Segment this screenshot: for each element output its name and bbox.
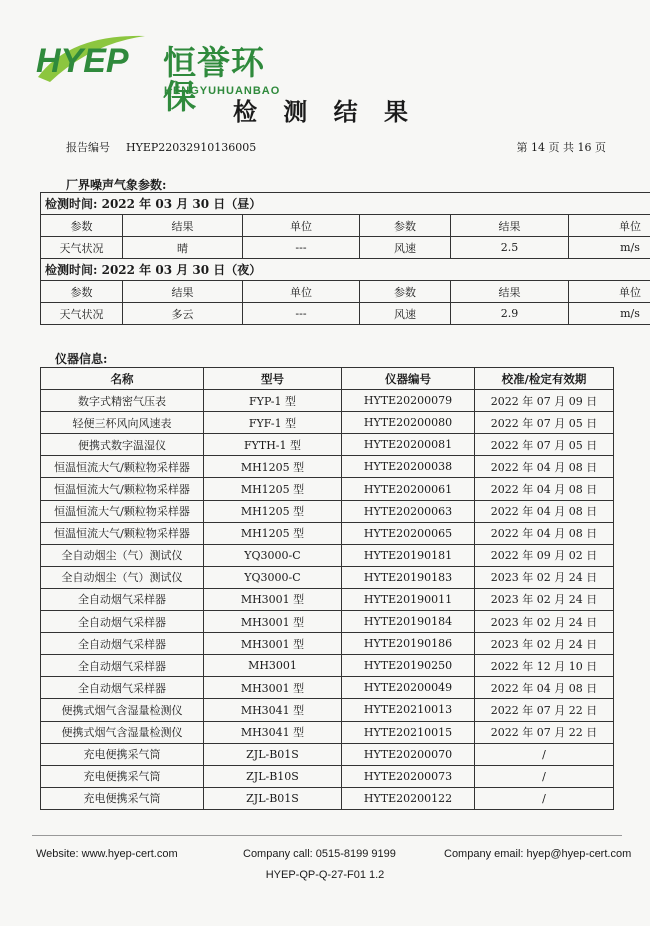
instrument-cell: 便携式烟气含湿量检测仪 bbox=[41, 699, 204, 721]
instrument-row bbox=[41, 787, 614, 809]
instrument-cell: HYTE20200070 bbox=[342, 743, 475, 765]
instrument-cell: 全自动烟气采样器 bbox=[41, 588, 204, 610]
weather-header-cell: 单位 bbox=[243, 281, 360, 303]
instrument-cell: MH3001 bbox=[204, 655, 342, 677]
logo-chinese-name: 恒誉环保 bbox=[163, 43, 265, 116]
instrument-cell: 2022 年 04 月 08 日 bbox=[475, 456, 614, 478]
instrument-cell: MH1205 型 bbox=[204, 500, 342, 522]
logo-english-name: HENGYUHUANBAO bbox=[164, 85, 281, 97]
instrument-row bbox=[41, 544, 614, 566]
instrument-cell: 2023 年 02 月 24 日 bbox=[475, 588, 614, 610]
report-number-line bbox=[66, 139, 272, 155]
instrument-cell: HYTE20200122 bbox=[342, 787, 475, 809]
instrument-cell: HYTE20200081 bbox=[342, 434, 475, 456]
instrument-cell: / bbox=[475, 743, 614, 765]
instrument-cell: ZJL-B01S bbox=[204, 787, 342, 809]
instrument-cell: MH1205 型 bbox=[204, 522, 342, 544]
instrument-cell: 2022 年 07 月 05 日 bbox=[475, 434, 614, 456]
weather-header-cell: 参数 bbox=[41, 215, 123, 237]
instrument-cell: 2022 年 07 月 22 日 bbox=[475, 699, 614, 721]
instrument-cell: HYTE20200080 bbox=[342, 412, 475, 434]
instrument-cell: 全自动烟尘（气）测试仪 bbox=[41, 566, 204, 588]
instrument-cell: HYTE20190250 bbox=[342, 655, 475, 677]
weather-header-cell: 单位 bbox=[569, 215, 650, 237]
instrument-cell: HYTE20200073 bbox=[342, 765, 475, 787]
instrument-row bbox=[41, 434, 614, 456]
instrument-row bbox=[41, 478, 614, 500]
instrument-cell: MH3001 型 bbox=[204, 611, 342, 633]
instrument-cell: HYTE20200065 bbox=[342, 522, 475, 544]
instrument-cell: YQ3000-C bbox=[204, 566, 342, 588]
instrument-section-heading: 仪器信息: bbox=[55, 352, 108, 366]
instrument-cell: FYF-1 型 bbox=[204, 412, 342, 434]
instrument-cell: 2022 年 04 月 08 日 bbox=[475, 677, 614, 699]
instrument-row bbox=[41, 743, 614, 765]
weather-header-cell: 参数 bbox=[360, 215, 451, 237]
instrument-row bbox=[41, 721, 614, 743]
instrument-cell: MH3041 型 bbox=[204, 699, 342, 721]
instrument-cell: 2022 年 12 月 10 日 bbox=[475, 655, 614, 677]
page-indicator: 第 14 页 共 16 页 bbox=[516, 141, 606, 154]
instrument-cell: ZJL-B01S bbox=[204, 743, 342, 765]
weather-header-row bbox=[41, 281, 650, 303]
weather-data-row bbox=[41, 303, 650, 325]
instrument-cell: FYP-1 型 bbox=[204, 390, 342, 412]
instrument-row bbox=[41, 522, 614, 544]
page-title: 检 测 结 果 bbox=[232, 98, 418, 126]
instrument-cell: HYTE20200079 bbox=[342, 390, 475, 412]
weather-header-cell: 结果 bbox=[123, 215, 243, 237]
weather-session-time: 检测时间: 2022 年 03 月 30 日（昼） bbox=[41, 193, 650, 215]
instrument-row bbox=[41, 412, 614, 434]
instrument-cell: MH3001 型 bbox=[204, 633, 342, 655]
weather-header-cell: 单位 bbox=[243, 215, 360, 237]
instrument-cell: 2022 年 04 月 08 日 bbox=[475, 500, 614, 522]
weather-cell: --- bbox=[243, 237, 360, 259]
instrument-cell: 全自动烟气采样器 bbox=[41, 677, 204, 699]
instrument-cell: HYTE20190183 bbox=[342, 566, 475, 588]
weather-header-row bbox=[41, 215, 650, 237]
weather-cell: 2.9 bbox=[451, 303, 569, 325]
instrument-row bbox=[41, 500, 614, 522]
instrument-row bbox=[41, 699, 614, 721]
weather-cell: m/s bbox=[569, 237, 650, 259]
instrument-row bbox=[41, 611, 614, 633]
instrument-header-cell: 校准/检定有效期 bbox=[475, 368, 614, 390]
instrument-cell: HYTE20190186 bbox=[342, 633, 475, 655]
weather-header-cell: 结果 bbox=[123, 281, 243, 303]
instrument-header-cell: 型号 bbox=[204, 368, 342, 390]
weather-header-cell: 参数 bbox=[360, 281, 451, 303]
instrument-cell: HYTE20200038 bbox=[342, 456, 475, 478]
report-number-label: 报告编号 bbox=[66, 141, 110, 154]
company-logo bbox=[30, 22, 281, 116]
report-number: HYEP22032910136005 bbox=[126, 141, 257, 154]
instrument-cell: 数字式精密气压表 bbox=[41, 390, 204, 412]
footer-divider bbox=[32, 835, 622, 836]
footer-email: Company email: hyep@hyep-cert.com bbox=[444, 848, 632, 860]
weather-header-cell: 参数 bbox=[41, 281, 123, 303]
instrument-cell: MH3041 型 bbox=[204, 721, 342, 743]
instrument-cell: 全自动烟尘（气）测试仪 bbox=[41, 544, 204, 566]
instrument-cell: 全自动烟气采样器 bbox=[41, 655, 204, 677]
instrument-cell: 恒温恒流大气/颗粒物采样器 bbox=[41, 478, 204, 500]
instrument-cell: 恒温恒流大气/颗粒物采样器 bbox=[41, 456, 204, 478]
instrument-cell: HYTE20200061 bbox=[342, 478, 475, 500]
instrument-cell: 便携式烟气含湿量检测仪 bbox=[41, 721, 204, 743]
instrument-cell: 充电便携采气筒 bbox=[41, 743, 204, 765]
weather-section-heading: 厂界噪声气象参数: bbox=[66, 178, 167, 192]
instrument-cell: 2023 年 02 月 24 日 bbox=[475, 611, 614, 633]
instrument-cell: HYTE20190181 bbox=[342, 544, 475, 566]
logo-letters: HYEP bbox=[36, 42, 129, 80]
instrument-cell: 全自动烟气采样器 bbox=[41, 611, 204, 633]
weather-cell: 天气状况 bbox=[41, 237, 123, 259]
instrument-cell: ZJL-B10S bbox=[204, 765, 342, 787]
instrument-cell: 轻便三杯风向风速表 bbox=[41, 412, 204, 434]
weather-cell: 2.5 bbox=[451, 237, 569, 259]
instrument-cell: HYTE20190184 bbox=[342, 611, 475, 633]
instrument-cell: 便携式数字温湿仪 bbox=[41, 434, 204, 456]
weather-table bbox=[40, 192, 650, 325]
weather-session-time: 检测时间: 2022 年 03 月 30 日（夜） bbox=[41, 259, 650, 281]
instrument-row bbox=[41, 390, 614, 412]
instrument-row bbox=[41, 655, 614, 677]
footer-website: Website: www.hyep-cert.com bbox=[36, 848, 178, 860]
instrument-cell: YQ3000-C bbox=[204, 544, 342, 566]
instrument-row bbox=[41, 633, 614, 655]
instrument-cell: / bbox=[475, 787, 614, 809]
instrument-cell: HYTE20210015 bbox=[342, 721, 475, 743]
instrument-cell: 2022 年 07 月 09 日 bbox=[475, 390, 614, 412]
instrument-cell: 恒温恒流大气/颗粒物采样器 bbox=[41, 500, 204, 522]
instrument-cell: 2022 年 04 月 08 日 bbox=[475, 478, 614, 500]
instrument-cell: 2023 年 02 月 24 日 bbox=[475, 633, 614, 655]
instrument-table bbox=[40, 367, 614, 810]
instrument-cell: HYTE20190011 bbox=[342, 588, 475, 610]
weather-cell: m/s bbox=[569, 303, 650, 325]
weather-cell: 晴 bbox=[123, 237, 243, 259]
instrument-cell: HYTE20210013 bbox=[342, 699, 475, 721]
weather-cell: 风速 bbox=[360, 237, 451, 259]
instrument-cell: FYTH-1 型 bbox=[204, 434, 342, 456]
weather-cell: 天气状况 bbox=[41, 303, 123, 325]
instrument-row bbox=[41, 456, 614, 478]
instrument-cell: 2022 年 07 月 05 日 bbox=[475, 412, 614, 434]
weather-header-cell: 单位 bbox=[569, 281, 650, 303]
instrument-cell: HYTE20200063 bbox=[342, 500, 475, 522]
form-code: HYEP-QP-Q-27-F01 1.2 bbox=[265, 869, 385, 881]
weather-cell: 多云 bbox=[123, 303, 243, 325]
weather-data-row bbox=[41, 237, 650, 259]
instrument-header-cell: 名称 bbox=[41, 368, 204, 390]
instrument-row bbox=[41, 677, 614, 699]
instrument-cell: 2023 年 02 月 24 日 bbox=[475, 566, 614, 588]
footer-phone: Company call: 0515-8199 9199 bbox=[243, 848, 396, 860]
instrument-cell: MH3001 型 bbox=[204, 677, 342, 699]
instrument-cell: 充电便携采气筒 bbox=[41, 787, 204, 809]
instrument-cell: HYTE20200049 bbox=[342, 677, 475, 699]
weather-header-cell: 结果 bbox=[451, 215, 569, 237]
weather-cell: --- bbox=[243, 303, 360, 325]
instrument-cell: MH1205 型 bbox=[204, 478, 342, 500]
weather-header-cell: 结果 bbox=[451, 281, 569, 303]
instrument-cell: 恒温恒流大气/颗粒物采样器 bbox=[41, 522, 204, 544]
instrument-cell: 2022 年 09 月 02 日 bbox=[475, 544, 614, 566]
instrument-cell: 全自动烟气采样器 bbox=[41, 633, 204, 655]
instrument-cell: 充电便携采气筒 bbox=[41, 765, 204, 787]
weather-cell: 风速 bbox=[360, 303, 451, 325]
instrument-header-cell: 仪器编号 bbox=[342, 368, 475, 390]
instrument-row bbox=[41, 566, 614, 588]
instrument-cell: MH3001 型 bbox=[204, 588, 342, 610]
instrument-row bbox=[41, 765, 614, 787]
logo-swoosh-icon bbox=[30, 22, 165, 92]
instrument-cell: MH1205 型 bbox=[204, 456, 342, 478]
instrument-cell: / bbox=[475, 765, 614, 787]
instrument-cell: 2022 年 07 月 22 日 bbox=[475, 721, 614, 743]
instrument-header-row bbox=[41, 368, 614, 390]
instrument-row bbox=[41, 588, 614, 610]
instrument-cell: 2022 年 04 月 08 日 bbox=[475, 522, 614, 544]
